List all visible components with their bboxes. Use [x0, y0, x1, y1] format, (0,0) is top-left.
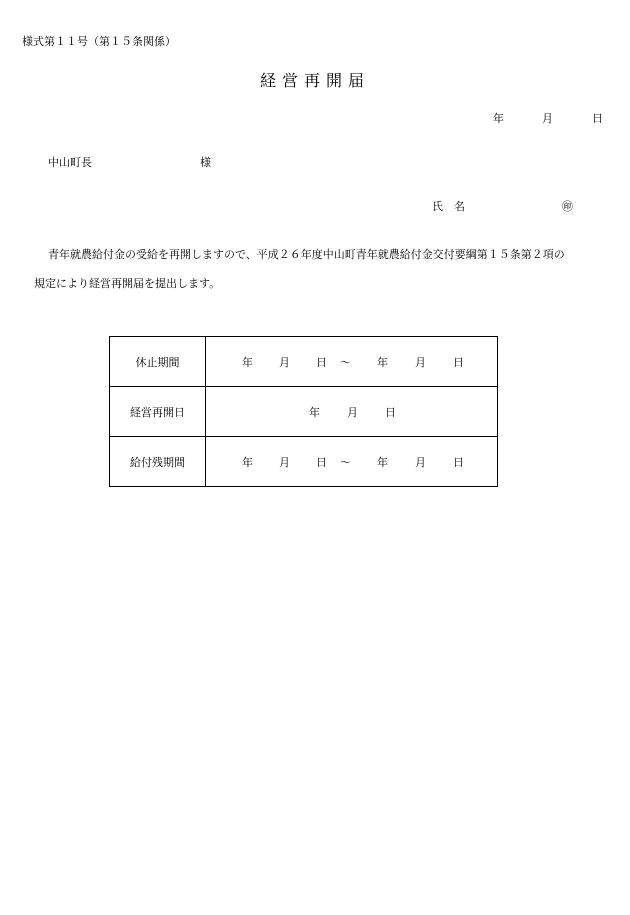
from-month: 月	[279, 355, 290, 369]
suspension-period-value	[206, 337, 498, 387]
from-day: 日	[316, 455, 327, 469]
resume-month: 月	[347, 405, 358, 419]
from-month: 月	[279, 455, 290, 469]
remaining-period-value	[206, 437, 498, 487]
addressee-name: 中山町長	[48, 156, 92, 169]
period-table	[109, 336, 498, 487]
range-tilde: ～	[340, 455, 351, 469]
document-title: 経営再開届	[259, 71, 370, 90]
body-text-line-2: 規定により経営再開届を提出します。	[34, 277, 221, 290]
date-month: 月	[542, 112, 553, 125]
to-day: 日	[453, 355, 464, 369]
table-row-remaining-period	[110, 437, 498, 487]
row-label: 給付残期間	[110, 437, 206, 487]
applicant-name-label: 氏 名	[432, 200, 465, 213]
to-month: 月	[415, 455, 426, 469]
from-day: 日	[316, 355, 327, 369]
resume-year: 年	[309, 405, 320, 419]
from-year: 年	[242, 455, 253, 469]
row-label: 休止期間	[110, 337, 206, 387]
addressee-honorific: 様	[200, 156, 211, 169]
table-row-suspension-period	[110, 337, 498, 387]
table-row-resumption-date	[110, 387, 498, 437]
to-year: 年	[377, 455, 388, 469]
form-number: 様式第１１号（第１５条関係）	[22, 35, 176, 48]
resume-day: 日	[385, 405, 396, 419]
seal-mark: ㊞	[562, 200, 573, 213]
body-text-line-1: 青年就農給付金の受給を再開しますので、平成２６年度中山町青年就農給付金交付要綱第１５条第２項の	[48, 248, 565, 261]
to-month: 月	[415, 355, 426, 369]
range-tilde: ～	[340, 355, 351, 369]
to-day: 日	[453, 455, 464, 469]
to-year: 年	[377, 355, 388, 369]
from-year: 年	[242, 355, 253, 369]
date-day: 日	[592, 112, 603, 125]
resumption-date-value	[206, 387, 498, 437]
date-year: 年	[493, 112, 504, 125]
row-label: 経営再開日	[110, 387, 206, 437]
